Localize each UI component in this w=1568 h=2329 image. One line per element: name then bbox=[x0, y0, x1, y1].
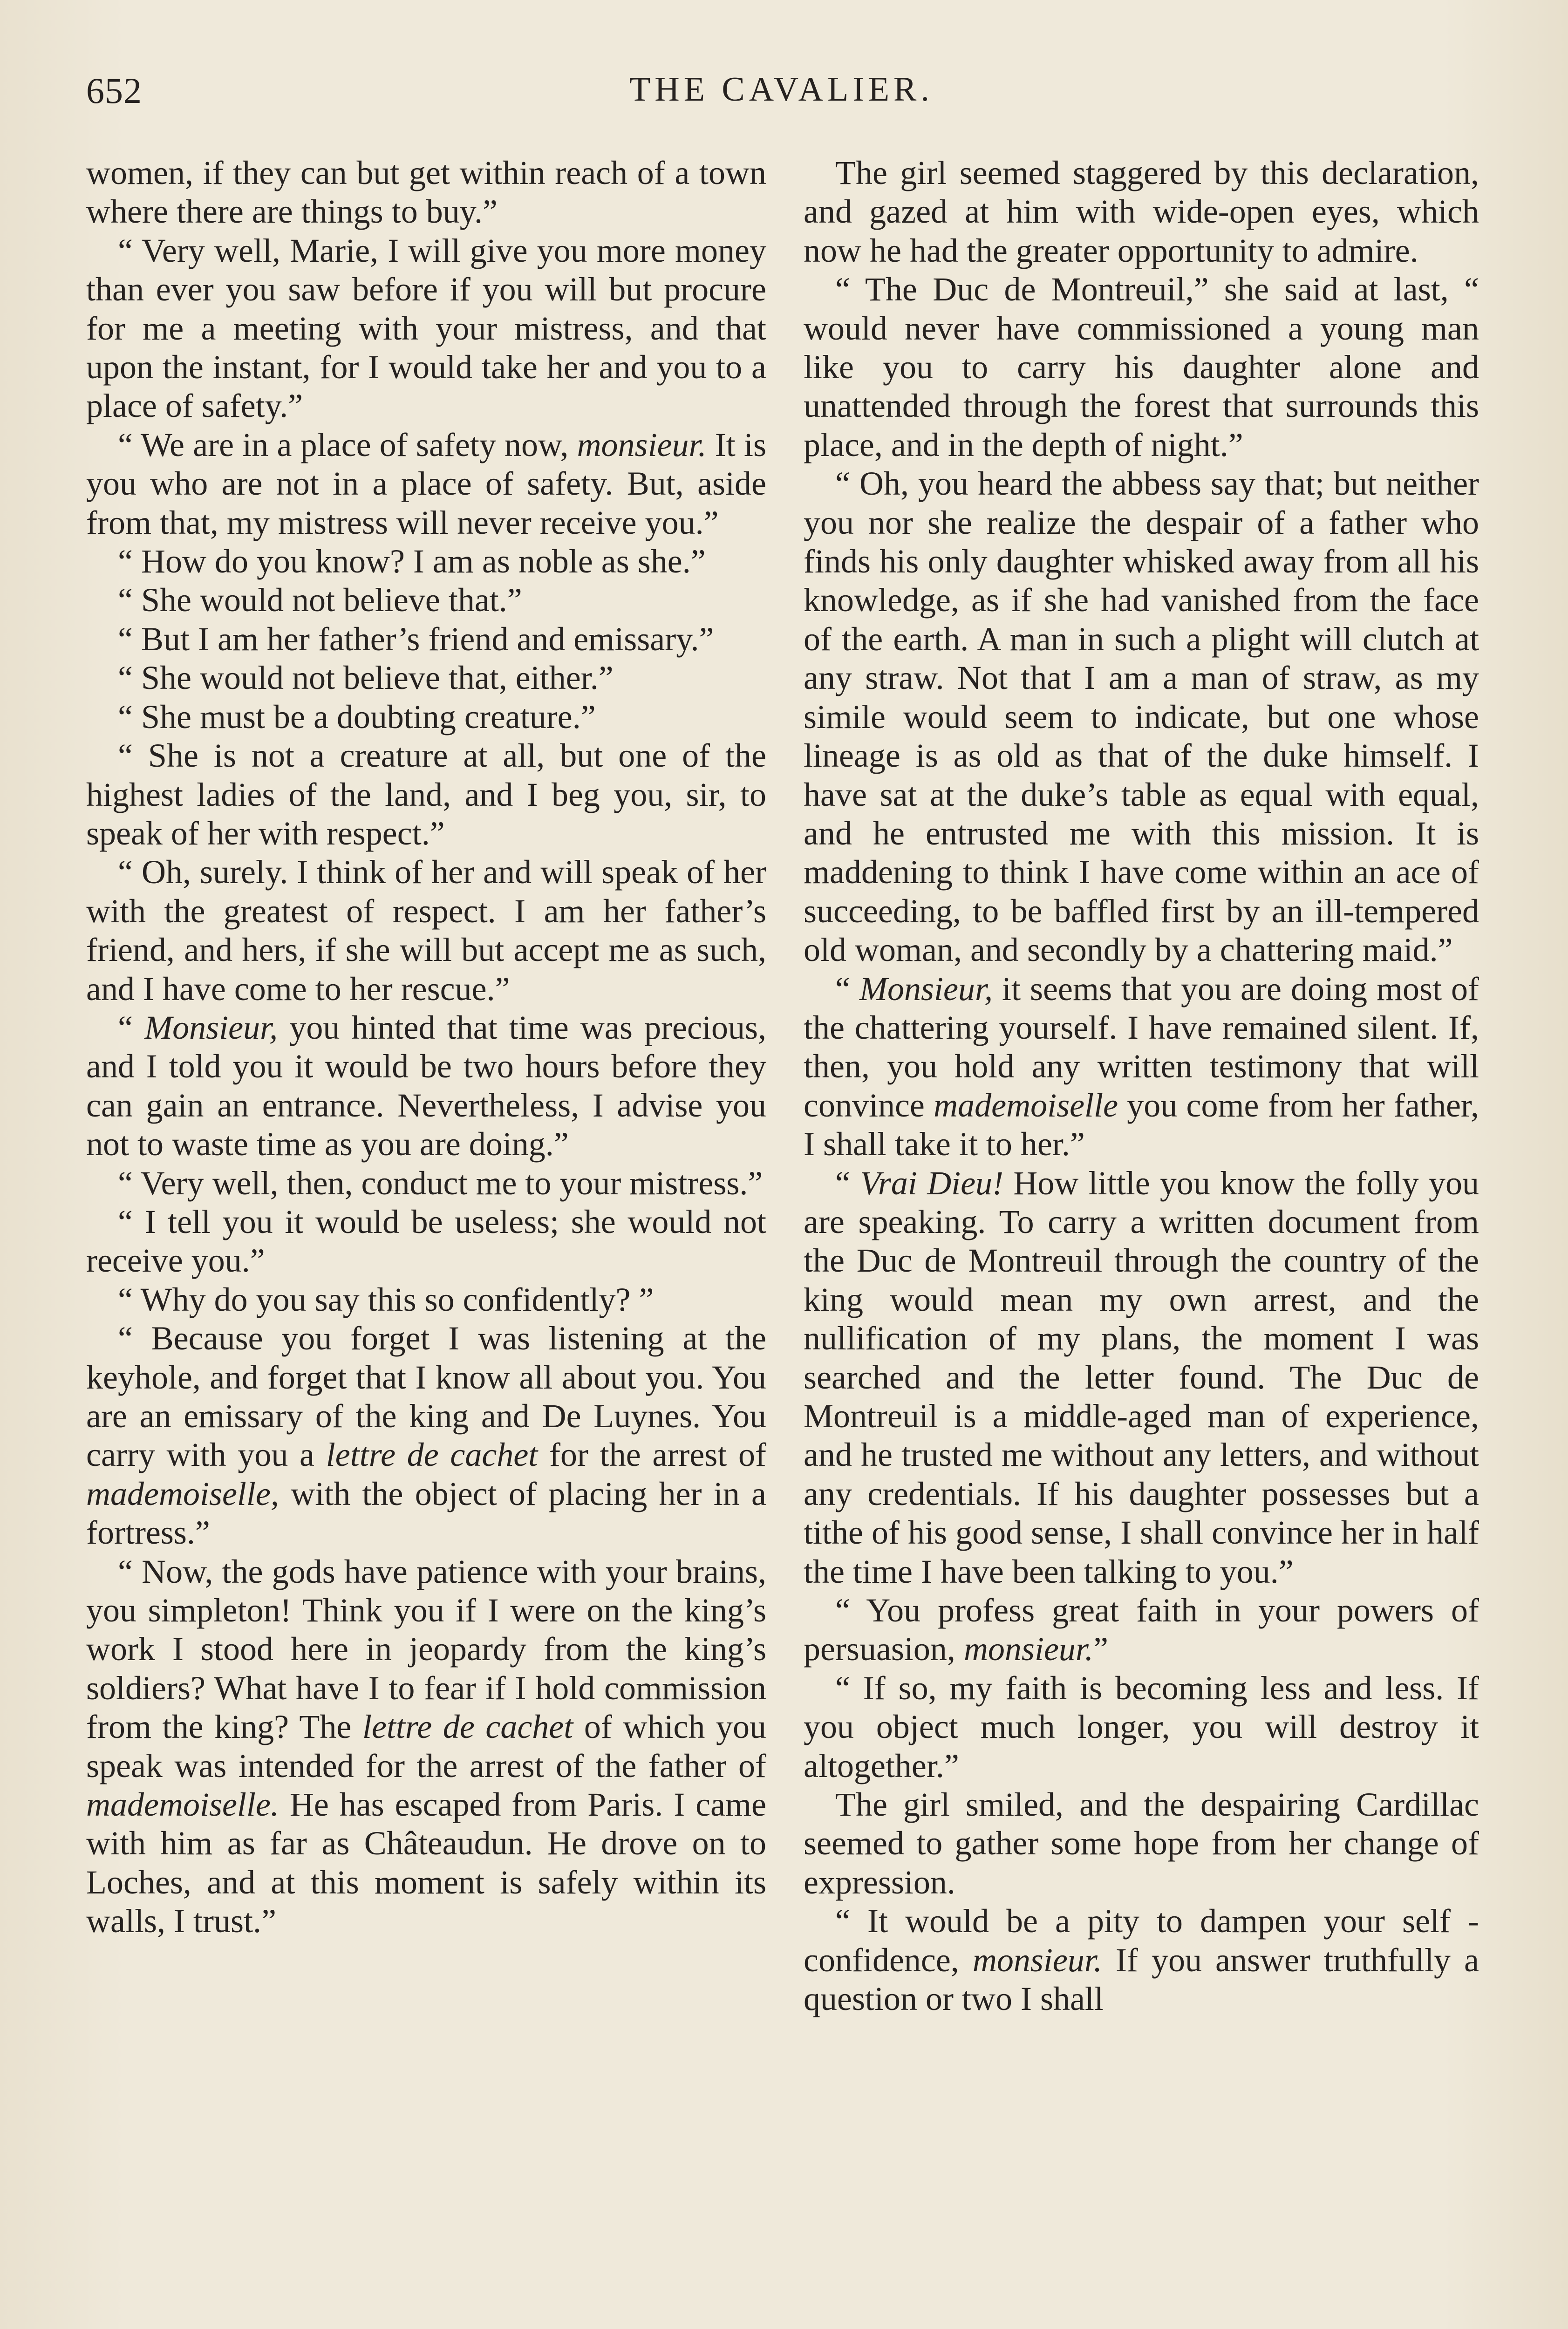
italic-text: mademoiselle, bbox=[86, 1475, 279, 1512]
right-text-column bbox=[804, 154, 1479, 2019]
text-run: “ Oh, surely. I think of her and will speak of her with the greatest of respect. I am her father’s friend, and hers, if she will but accept me as such, and I have come to her rescue.” bbox=[86, 853, 766, 1008]
text-run: “ Very well, then, conduct me to your mistress.” bbox=[118, 1164, 763, 1202]
page-header bbox=[86, 70, 1477, 126]
italic-text: Monsieur, bbox=[859, 970, 993, 1008]
paragraph bbox=[804, 1785, 1479, 1902]
paragraph bbox=[86, 581, 766, 620]
italic-text: monsieur. bbox=[963, 1630, 1093, 1668]
text-run: “ She would not believe that.” bbox=[118, 581, 522, 619]
paragraph bbox=[86, 426, 766, 542]
italic-text: mademoiselle bbox=[934, 1086, 1118, 1124]
italic-text: mademoiselle. bbox=[86, 1786, 279, 1824]
text-run: “ bbox=[835, 1164, 860, 1202]
text-run: “ Oh, you heard the abbess say that; but neither you nor she realize the despair of a father who finds his only daughter whisked away from all his knowledge, as if she had vanished from the face of the earth. A man in such a plight will clutch at any straw. Not that I am a man of straw, as my simile would seem to indicate, but one whose lineage is as old as that of the duke himself. I have sat at the duke’s table as equal with equal, and he entrusted me with this mission. It is maddening to think I have come within an ace of succeeding, to be baffled first by an ill-tempered old woman, and secondly by a chattering maid.” bbox=[804, 465, 1479, 969]
paragraph bbox=[804, 464, 1479, 969]
text-run: How little you know the folly you are speaking. To carry a written document from the Duc de Montreuil through the country of the king would mean my own arrest, and the nullification of my plans, the moment I was searched and the letter found. The Duc de Montreuil is a middle-aged man of experience, and he trusted me without any letters, and without any credentials. If his daughter possesses but a tithe of his good sense, I shall convince her in half the time I have been talking to you.” bbox=[804, 1164, 1479, 1590]
text-run: it seems that you are doing most of the chattering yourself. I have remained silent. If, then, you hold any written testimony that will convince bbox=[804, 970, 1479, 1124]
text-run: “ She would not believe that, either.” bbox=[118, 659, 614, 697]
text-run: “ I tell you it would be useless; she would not receive you.” bbox=[86, 1203, 766, 1280]
italic-text: Vrai Dieu! bbox=[860, 1164, 1004, 1202]
paragraph bbox=[86, 542, 766, 581]
text-run: “ bbox=[835, 970, 859, 1008]
italic-text: monsieur. bbox=[577, 426, 707, 463]
paragraph bbox=[86, 1203, 766, 1280]
running-title: THE CAVALIER. bbox=[629, 70, 934, 109]
text-run: for the arrest of bbox=[538, 1436, 767, 1474]
text-run: ” bbox=[1093, 1630, 1108, 1668]
paragraph bbox=[86, 1553, 766, 1941]
paragraph bbox=[86, 232, 766, 426]
paragraph bbox=[86, 620, 766, 659]
text-run: “ But I am her father’s friend and emissary.” bbox=[118, 620, 714, 658]
italic-text: Monsieur, bbox=[144, 1008, 278, 1046]
text-run: “ Because you forget I was listening at the keyhole, and forget that I know all about you. You are an emissary of the king and De Luynes. You carry with you a bbox=[86, 1320, 766, 1474]
text-run: “ Very well, Marie, I will give you more money than ever you saw before if you will but procure for me a meeting with your mistress, and that upon the instant, for I would take her and you to a place of safety.” bbox=[86, 232, 766, 425]
paragraph bbox=[804, 1591, 1479, 1669]
text-run: The girl seemed staggered by this declaration, and gazed at him with wide-open eyes, which now he had the greater opportunity to admire. bbox=[804, 154, 1479, 269]
paragraph bbox=[86, 736, 766, 853]
page-number: 652 bbox=[86, 70, 142, 111]
paragraph bbox=[804, 1164, 1479, 1591]
italic-text: lettre de cachet bbox=[362, 1708, 573, 1746]
text-run: If you answer truthfully a question or two I shall bbox=[804, 1941, 1479, 2018]
paragraph bbox=[86, 659, 766, 697]
paragraph bbox=[804, 970, 1479, 1164]
paragraph bbox=[804, 1902, 1479, 2018]
text-run: women, if they can but get within reach of a town where there are things to buy.” bbox=[86, 154, 766, 231]
text-run: you hinted that time was precious, and I told you it would be two hours before they can gain an entrance. Nevertheless, I advise you not to waste time as you are doing.” bbox=[86, 1008, 766, 1163]
text-run: “ The Duc de Montreuil,” she said at last, “ would never have commissioned a young man like you to carry his daughter alone and unattended through the forest that surrounds this place, and in the depth of night.” bbox=[804, 271, 1479, 463]
paragraph bbox=[86, 1164, 766, 1203]
text-run: He has escaped from Paris. I came with him as far as Châteaudun. He drove on to Loches, and at this moment is safely within its walls, I trust.” bbox=[86, 1786, 766, 1940]
text-run: “ She must be a doubting creature.” bbox=[118, 698, 596, 735]
left-text-column bbox=[86, 154, 766, 1941]
paragraph bbox=[804, 1669, 1479, 1785]
paragraph bbox=[86, 1319, 766, 1552]
text-run: with the object of placing her in a fortress.” bbox=[86, 1475, 766, 1552]
paragraph bbox=[86, 154, 766, 232]
text-run: The girl smiled, and the despairing Cardillac seemed to gather some hope from her change of expression. bbox=[804, 1786, 1479, 1901]
paragraph bbox=[86, 698, 766, 736]
text-run: you come from her father, I shall take it to her.” bbox=[804, 1086, 1479, 1163]
paragraph bbox=[804, 154, 1479, 270]
text-run: of which you speak was intended for the arrest of the father of bbox=[86, 1708, 767, 1784]
text-run: “ Why do you say this so confidently? ” bbox=[118, 1280, 654, 1318]
text-run: “ Now, the gods have patience with your brains, you simpleton! Think you if I were on the king’s work I stood here in jeopardy from the king’s soldiers? What have I to fear if I hold commission from the king? The bbox=[86, 1553, 766, 1746]
italic-text: monsieur. bbox=[972, 1941, 1102, 1979]
text-run: “ How do you know? I am as noble as she.” bbox=[118, 543, 706, 580]
text-run: “ She is not a creature at all, but one of the highest ladies of the land, and I beg you, sir, to speak of her with respect.” bbox=[86, 737, 766, 852]
paragraph bbox=[86, 1008, 766, 1164]
text-run: “ bbox=[118, 1008, 145, 1046]
paragraph bbox=[804, 270, 1479, 464]
italic-text: lettre de cachet bbox=[326, 1436, 538, 1474]
text-run: “ You profess great faith in your powers of persuasion, bbox=[804, 1592, 1479, 1668]
text-run: “ We are in a place of safety now, bbox=[118, 426, 577, 463]
text-run: “ If so, my faith is becoming less and less. If you object much longer, you will destroy it altogether.” bbox=[804, 1669, 1479, 1784]
paragraph bbox=[86, 1280, 766, 1319]
text-run: It is you who are not in a place of safety. But, aside from that, my mistress will never receive you.” bbox=[86, 426, 766, 541]
text-run: “ It would be a pity to dampen your self - confidence, bbox=[804, 1902, 1479, 1979]
paragraph bbox=[86, 853, 766, 1008]
